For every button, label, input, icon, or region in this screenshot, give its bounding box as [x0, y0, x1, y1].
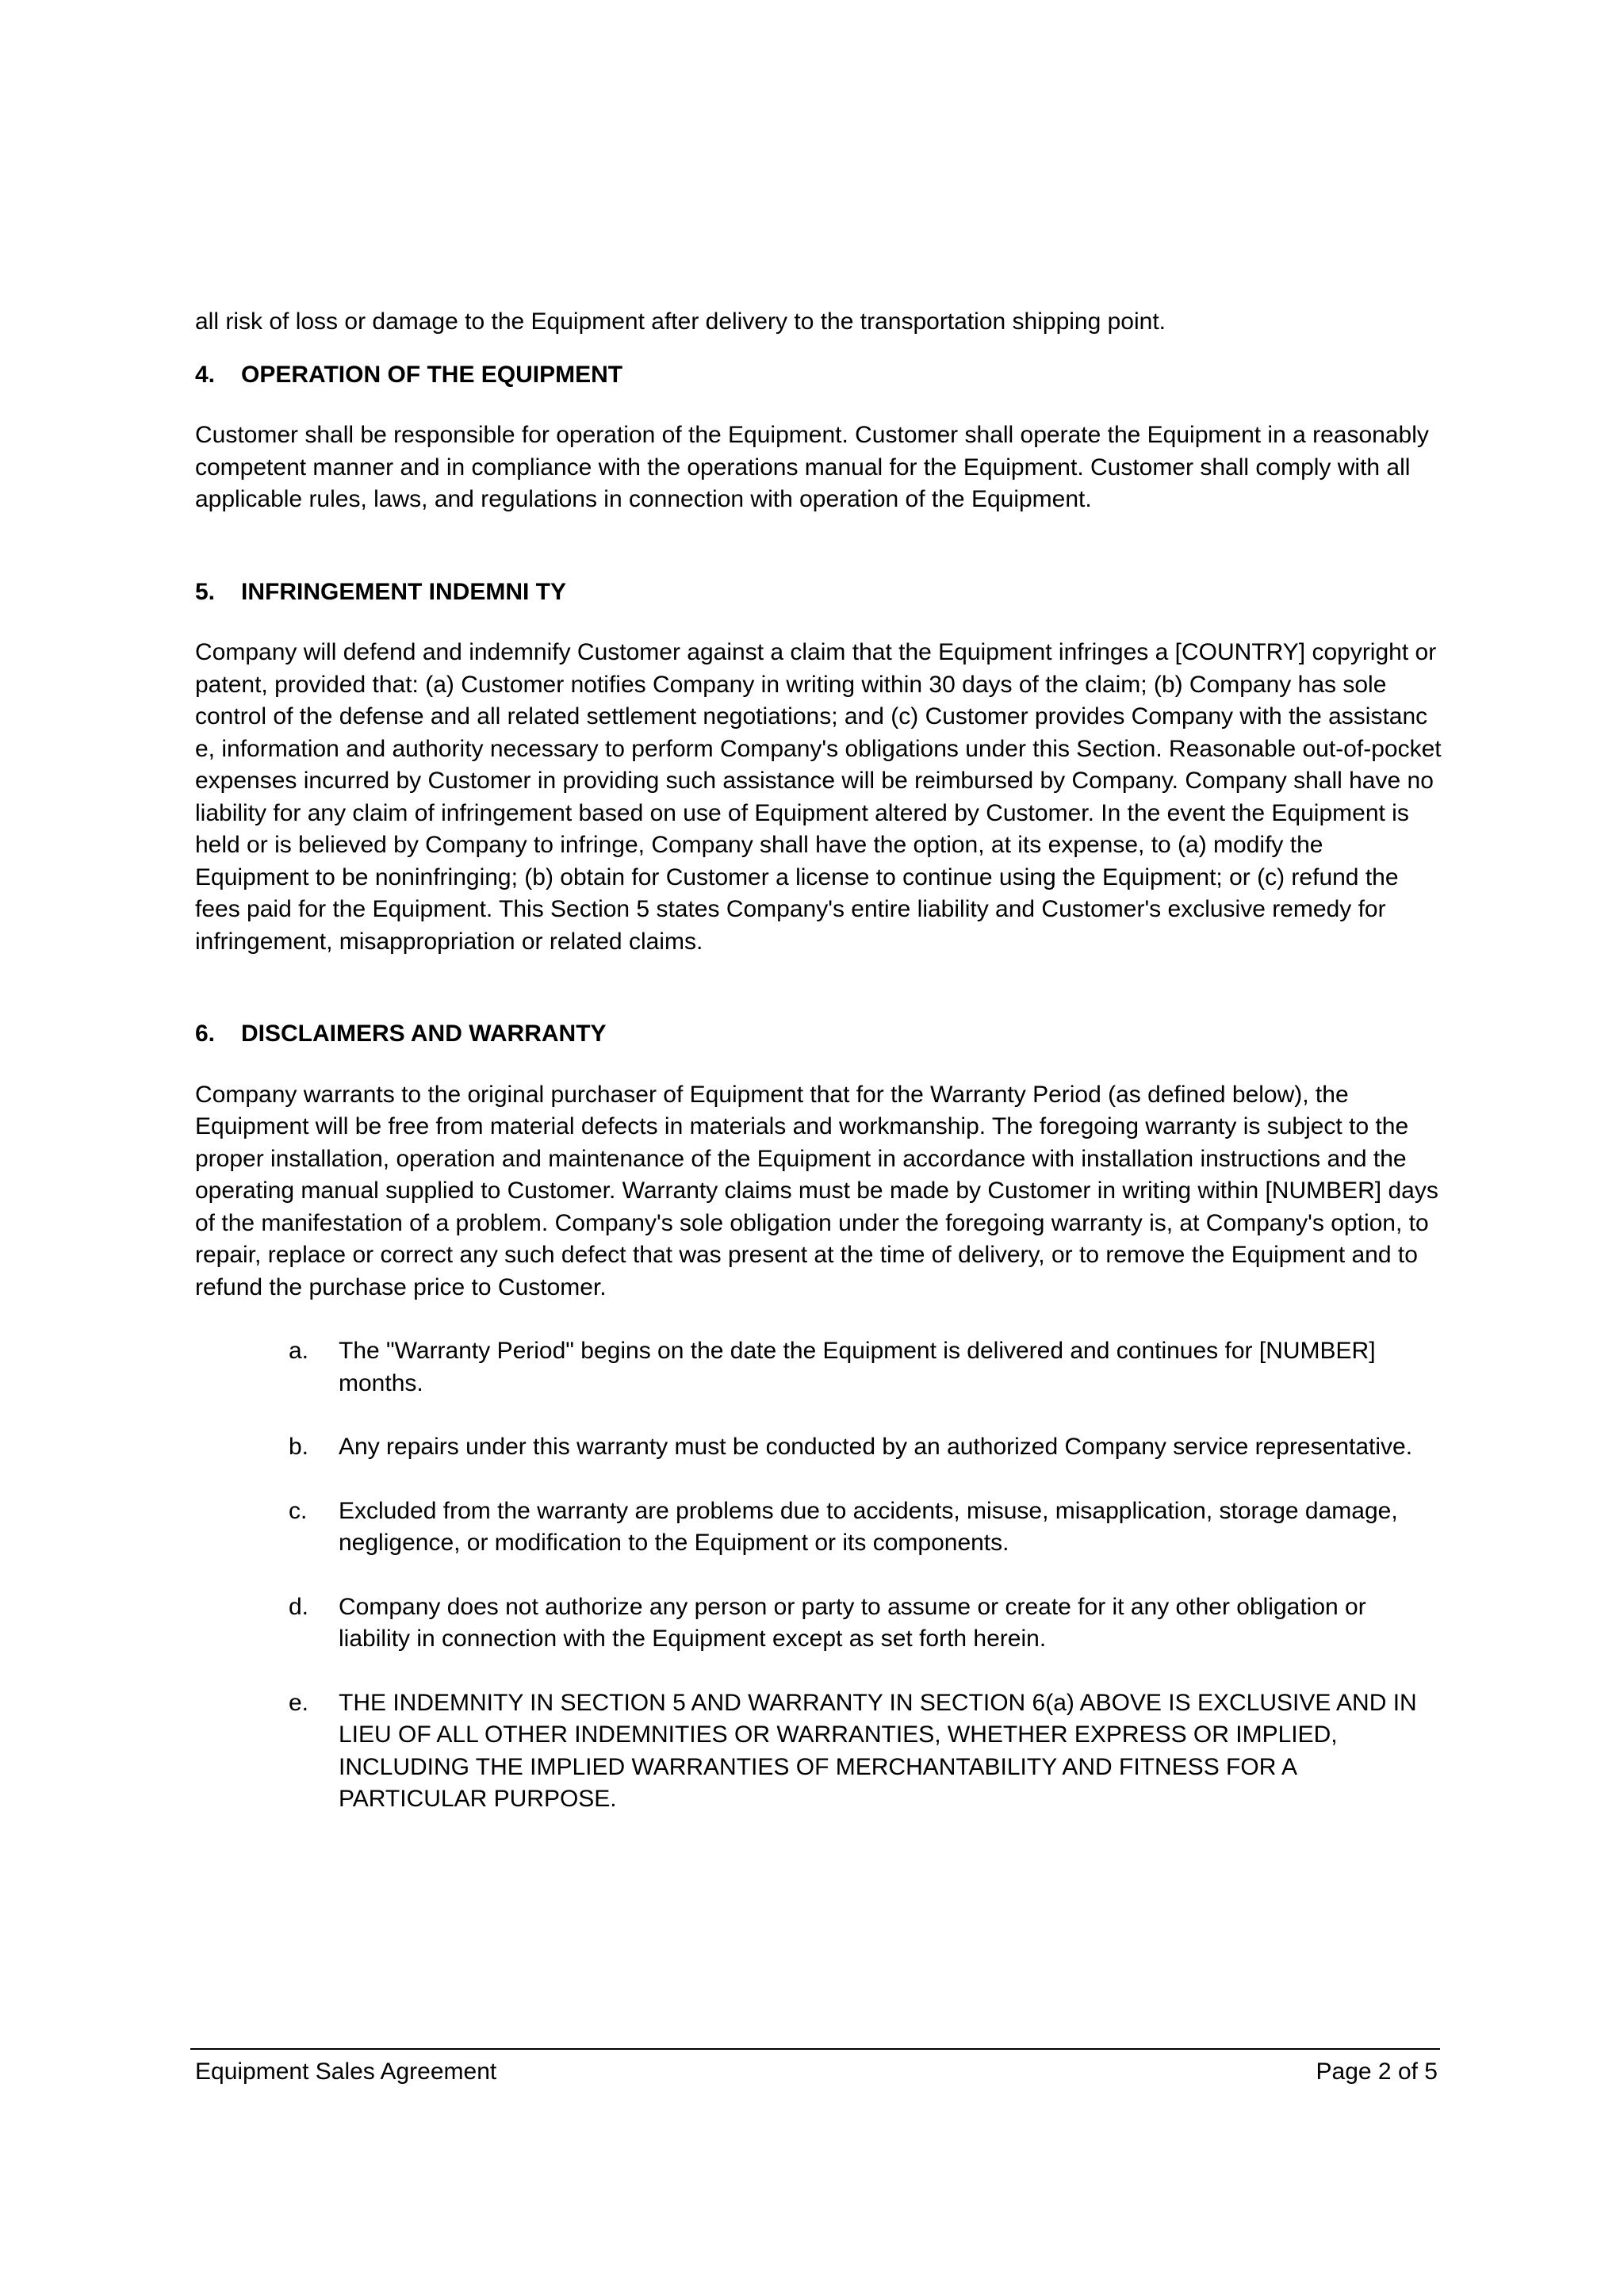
section-4-heading — [195, 359, 1442, 392]
list-marker: d. — [289, 1593, 309, 1620]
warranty-item-e — [195, 1687, 1442, 1816]
section-4-number: 4. — [195, 361, 216, 388]
page-content — [195, 306, 1442, 1816]
list-marker: c. — [289, 1497, 308, 1524]
list-item-text: Company does not authorize any person or party to assume or create for it any other obligation or liability in connection with the Equipment except as set forth herein. — [339, 1593, 1366, 1652]
footer-document-title: Equipment Sales Agreement — [195, 2058, 497, 2085]
section-6-number: 6. — [195, 1021, 216, 1047]
list-item-text: THE INDEMNITY IN SECTION 5 AND WARRANTY IN SECTION 6(a) ABOVE IS EXCLUSIVE AND IN LIEU OF ALL OTHER INDEMNITIES OR WARRANTIES, WHETHER EXPRESS OR IMPLIED, INCLUDING THE IMPLIED WARRANTIES OF MERCHANTABILITY AND FITNESS FOR A PARTICULAR PURPOSE. — [339, 1689, 1417, 1812]
warranty-item-d — [195, 1591, 1442, 1656]
section-6-heading — [195, 1018, 1442, 1051]
section-5-heading — [195, 576, 1442, 609]
section-6-title: DISCLAIMERS AND WARRANTY — [241, 1021, 607, 1047]
section-6-body: Company warrants to the original purchaser of Equipment that for the Warranty Period (as defined below), the Equipment will be free from material defects in materials and workmanship. The foregoing warranty is subject to the proper installation, operation and maintenance of the Equipment in accordance with installation instructions and the operating manual supplied to Customer. Warranty claims must be made by Customer in writing within [NUMBER] days of the manifestation of a problem. Company's sole obligation under the foregoing warranty is, at Company's option, to repair, replace or correct any such defect that was present at the time of delivery, or to remove the Equipment and to refund the purchase price to Customer. — [195, 1081, 1438, 1300]
warranty-item-c — [195, 1496, 1442, 1560]
section-5-body: Company will defend and indemnify Customer against a claim that the Equipment infringes a [COUNTRY] copyright or patent, provided that: (a) Customer notifies Company in writing within 30 days of the claim; (b) Company has sole control of the defense and all related settlement negotiations; and (c) Customer provides Company with the assistanc e, information and authority necessary to perform Company's obligations under this Section. Reasonable out-of-pocket expenses incurred by Customer in providing such assistance will be reimbursed by Company. Company shall have no liability for any claim of infringement based on use of Equipment altered by Customer. In the event the Equipment is held or is believed by Company to infringe, Company shall have the option, at its expense, to (a) modify the Equipment to be noninfringing; (b) obtain for Customer a license to continue using the Equipment; or (c) refund the fees paid for the Equipment. This Section 5 states Company's entire liability and Customer's exclusive remedy for infringement, misappropriation or related claims. — [195, 639, 1442, 955]
footer-row — [190, 2050, 1440, 2088]
section-5-title: INFRINGEMENT INDEMNI TY — [241, 578, 566, 605]
warranty-item-a — [195, 1335, 1442, 1400]
footer-page-number: Page 2 of 5 — [1316, 2058, 1438, 2085]
intro-paragraph: all risk of loss or damage to the Equipment after delivery to the transportation shipping point. — [195, 308, 1166, 335]
list-item-text: Any repairs under this warranty must be conducted by an authorized Company service representative. — [339, 1434, 1413, 1460]
list-marker: a. — [289, 1338, 309, 1364]
list-item-text: Excluded from the warranty are problems due to accidents, misuse, misapplication, storage damage, negligence, or modification to the Equipment or its components. — [339, 1497, 1398, 1556]
list-marker: e. — [289, 1689, 309, 1716]
section-5-number: 5. — [195, 578, 216, 605]
list-item-text: The "Warranty Period" begins on the date the Equipment is delivered and continues for [NUMBER] months. — [339, 1338, 1376, 1396]
section-4-body: Customer shall be responsible for operation of the Equipment. Customer shall operate the Equipment in a reasonably competent manner and in compliance with the operations manual for the Equipment. Customer shall comply with all applicable rules, laws, and regulations in connection with operation of the Equipment. — [195, 422, 1429, 512]
warranty-item-b — [195, 1431, 1442, 1464]
list-marker: b. — [289, 1434, 309, 1460]
section-4-title: OPERATION OF THE EQUIPMENT — [241, 361, 623, 388]
page-footer — [190, 2048, 1440, 2088]
